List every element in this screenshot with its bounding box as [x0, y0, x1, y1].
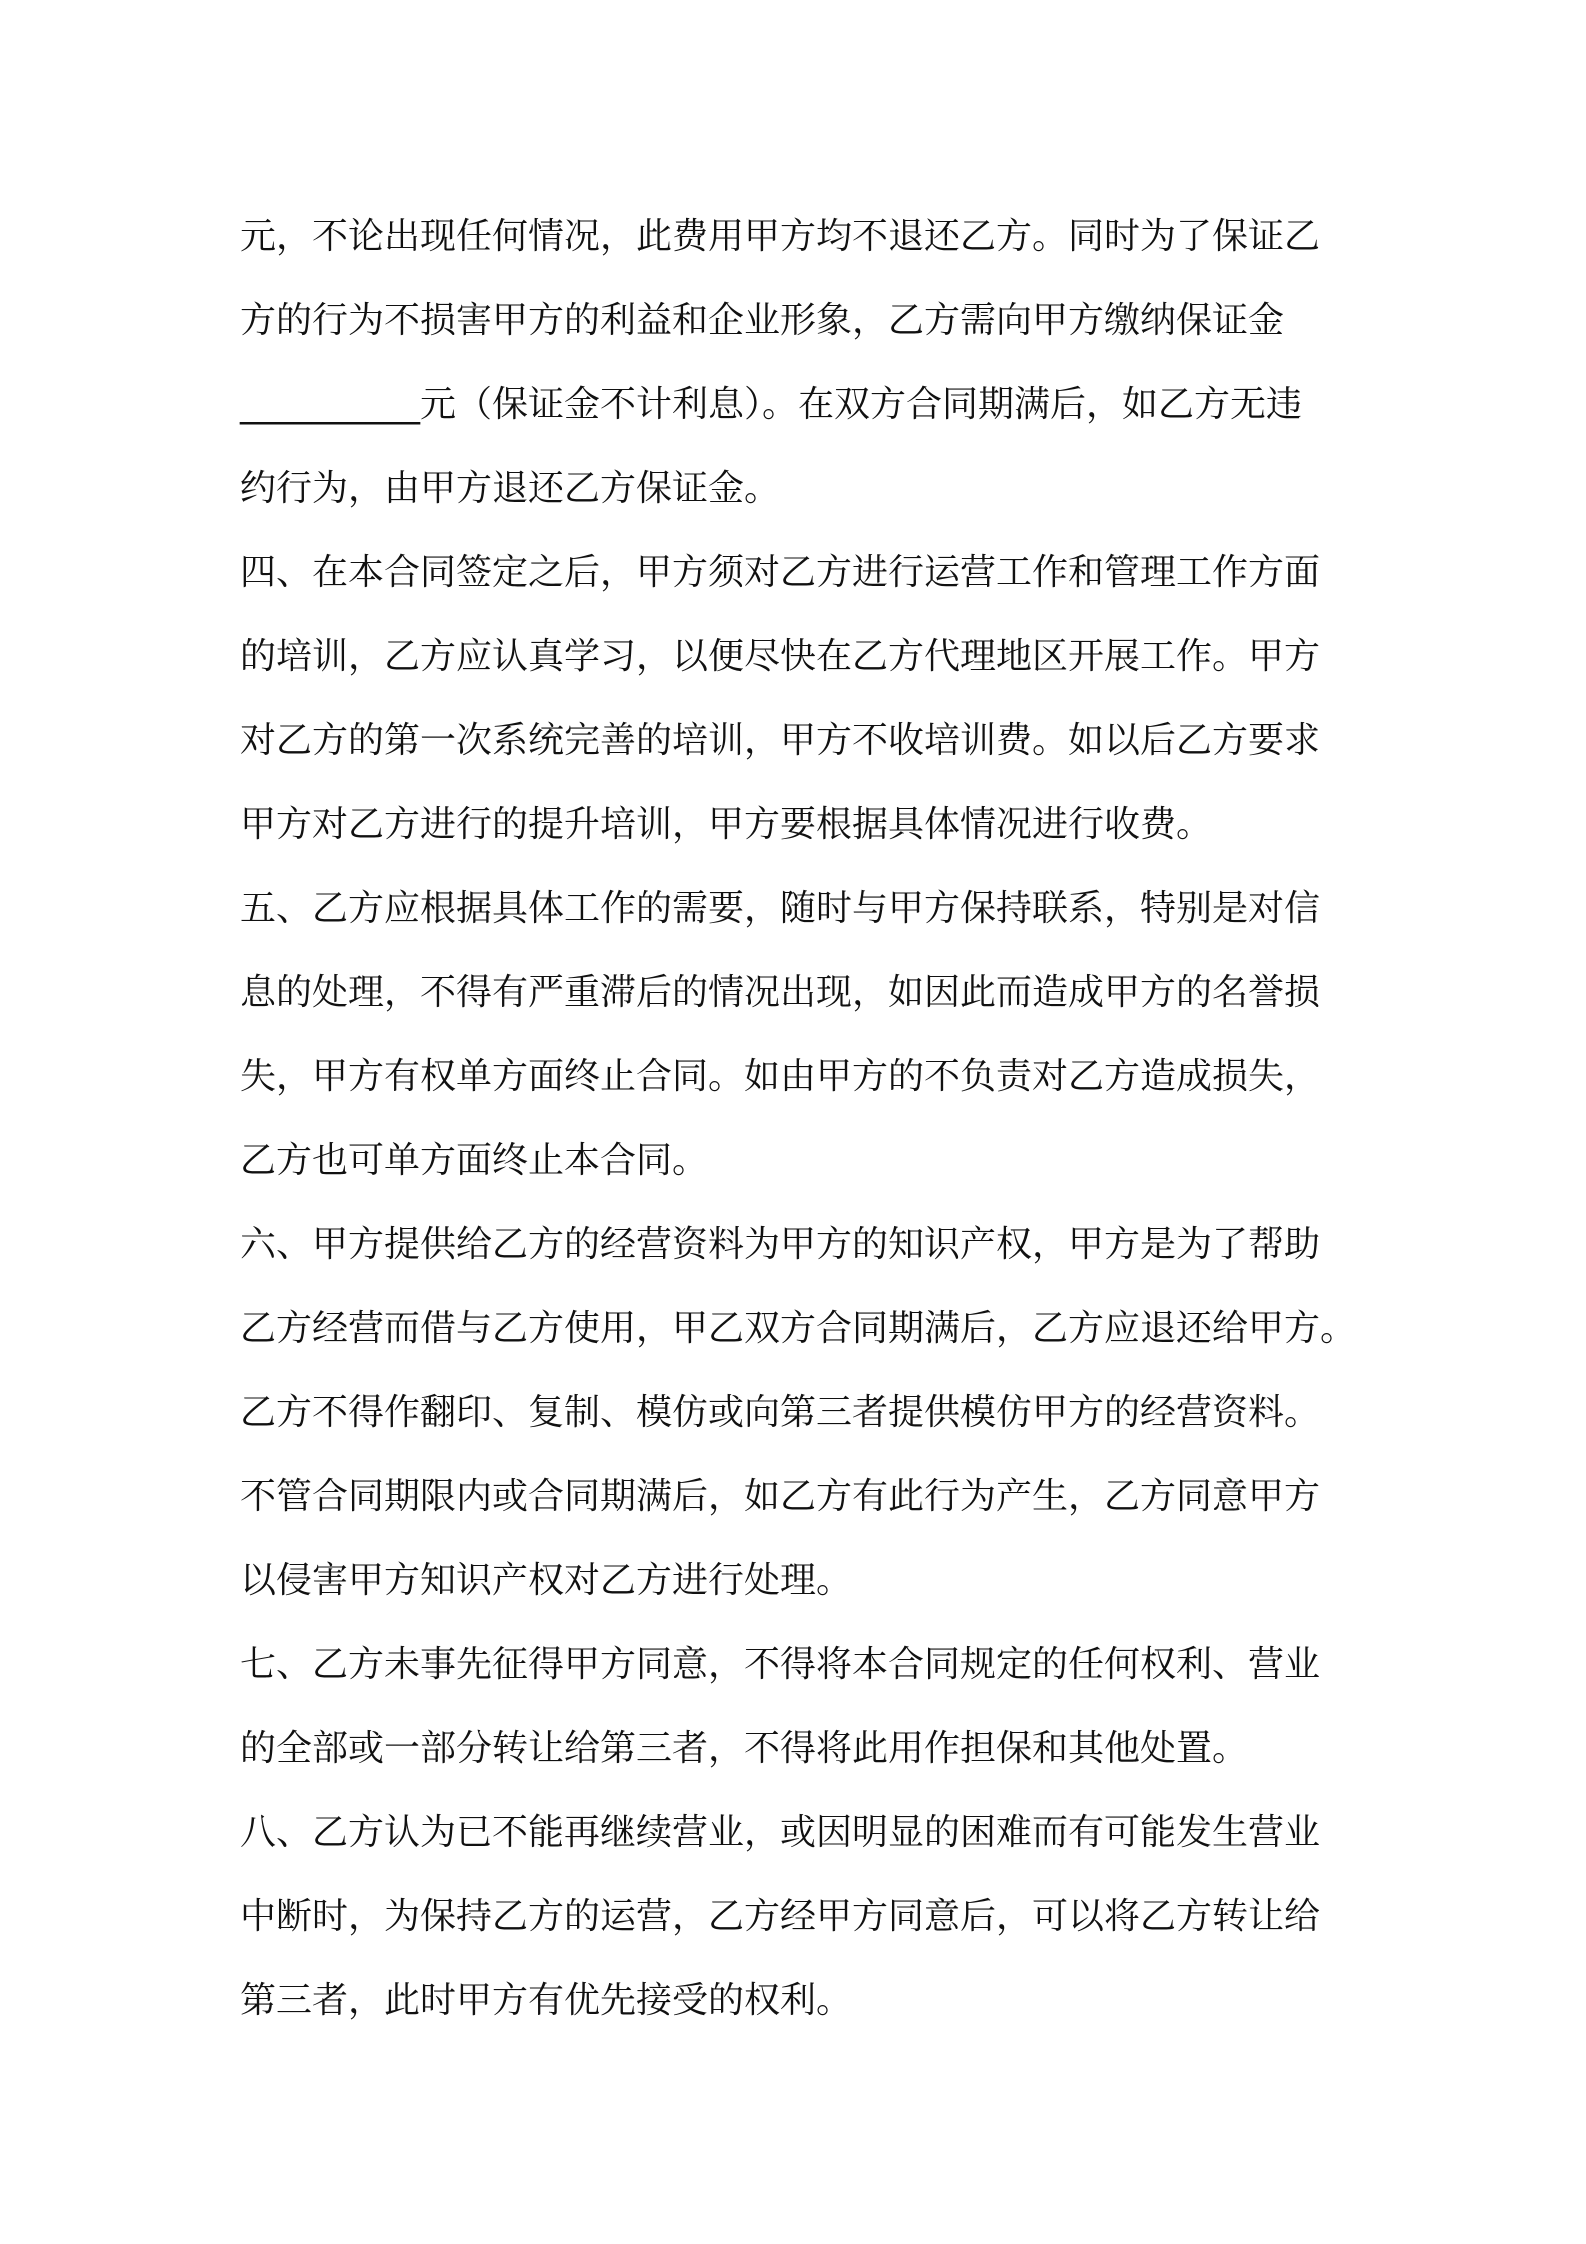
clause-5-line: 乙方也可单方面终止本合同。: [240, 1140, 709, 1181]
clause-5-line: 失，甲方有权单方面终止合同。如由甲方的不负责对乙方造成损失，: [240, 1056, 1321, 1097]
clause-6-line: 乙方经营而借与乙方使用，甲乙双方合同期满后，乙方应退还给甲方。: [240, 1308, 1357, 1349]
text-line: 约行为，由甲方退还乙方保证金。: [240, 468, 781, 509]
clause-7-line: 七、乙方未事先征得甲方同意，不得将本合同规定的任何权利、营业: [240, 1644, 1321, 1685]
clause-8-line: 中断时，为保持乙方的运营，乙方经甲方同意后，可以将乙方转让给: [240, 1896, 1321, 1937]
text-line: __________元（保证金不计利息）。在双方合同期满后，如乙方无违: [240, 384, 1303, 425]
clause-4-line: 的培训，乙方应认真学习，以便尽快在乙方代理地区开展工作。甲方: [240, 636, 1321, 677]
text-line: 方的行为不损害甲方的利益和企业形象，乙方需向甲方缴纳保证金: [240, 300, 1285, 341]
clause-5-line: 五、乙方应根据具体工作的需要，随时与甲方保持联系，特别是对信: [240, 888, 1321, 929]
clause-4-line: 四、在本合同签定之后，甲方须对乙方进行运营工作和管理工作方面: [240, 552, 1321, 593]
clause-6-line: 以侵害甲方知识产权对乙方进行处理。: [240, 1560, 853, 1601]
clause-6-line: 不管合同期限内或合同期满后，如乙方有此行为产生，乙方同意甲方: [240, 1476, 1321, 1517]
clause-8-line: 第三者，此时甲方有优先接受的权利。: [240, 1980, 853, 2021]
text-line: 元，不论出现任何情况，此费用甲方均不退还乙方。同时为了保证乙: [240, 216, 1321, 257]
clause-8-line: 八、乙方认为已不能再继续营业，或因明显的困难而有可能发生营业: [240, 1812, 1321, 1853]
clause-4-line: 甲方对乙方进行的提升培训，甲方要根据具体情况进行收费。: [240, 804, 1213, 845]
clause-7-line: 的全部或一部分转让给第三者，不得将此用作担保和其他处置。: [240, 1728, 1249, 1769]
contract-text: [240, 195, 1357, 2043]
clause-6-line: 六、甲方提供给乙方的经营资料为甲方的知识产权，甲方是为了帮助: [240, 1224, 1321, 1265]
clause-4-line: 对乙方的第一次系统完善的培训，甲方不收培训费。如以后乙方要求: [240, 720, 1321, 761]
clause-6-line: 乙方不得作翻印、复制、模仿或向第三者提供模仿甲方的经营资料。: [240, 1392, 1321, 1433]
clause-5-line: 息的处理，不得有严重滞后的情况出现，如因此而造成甲方的名誉损: [240, 972, 1321, 1013]
